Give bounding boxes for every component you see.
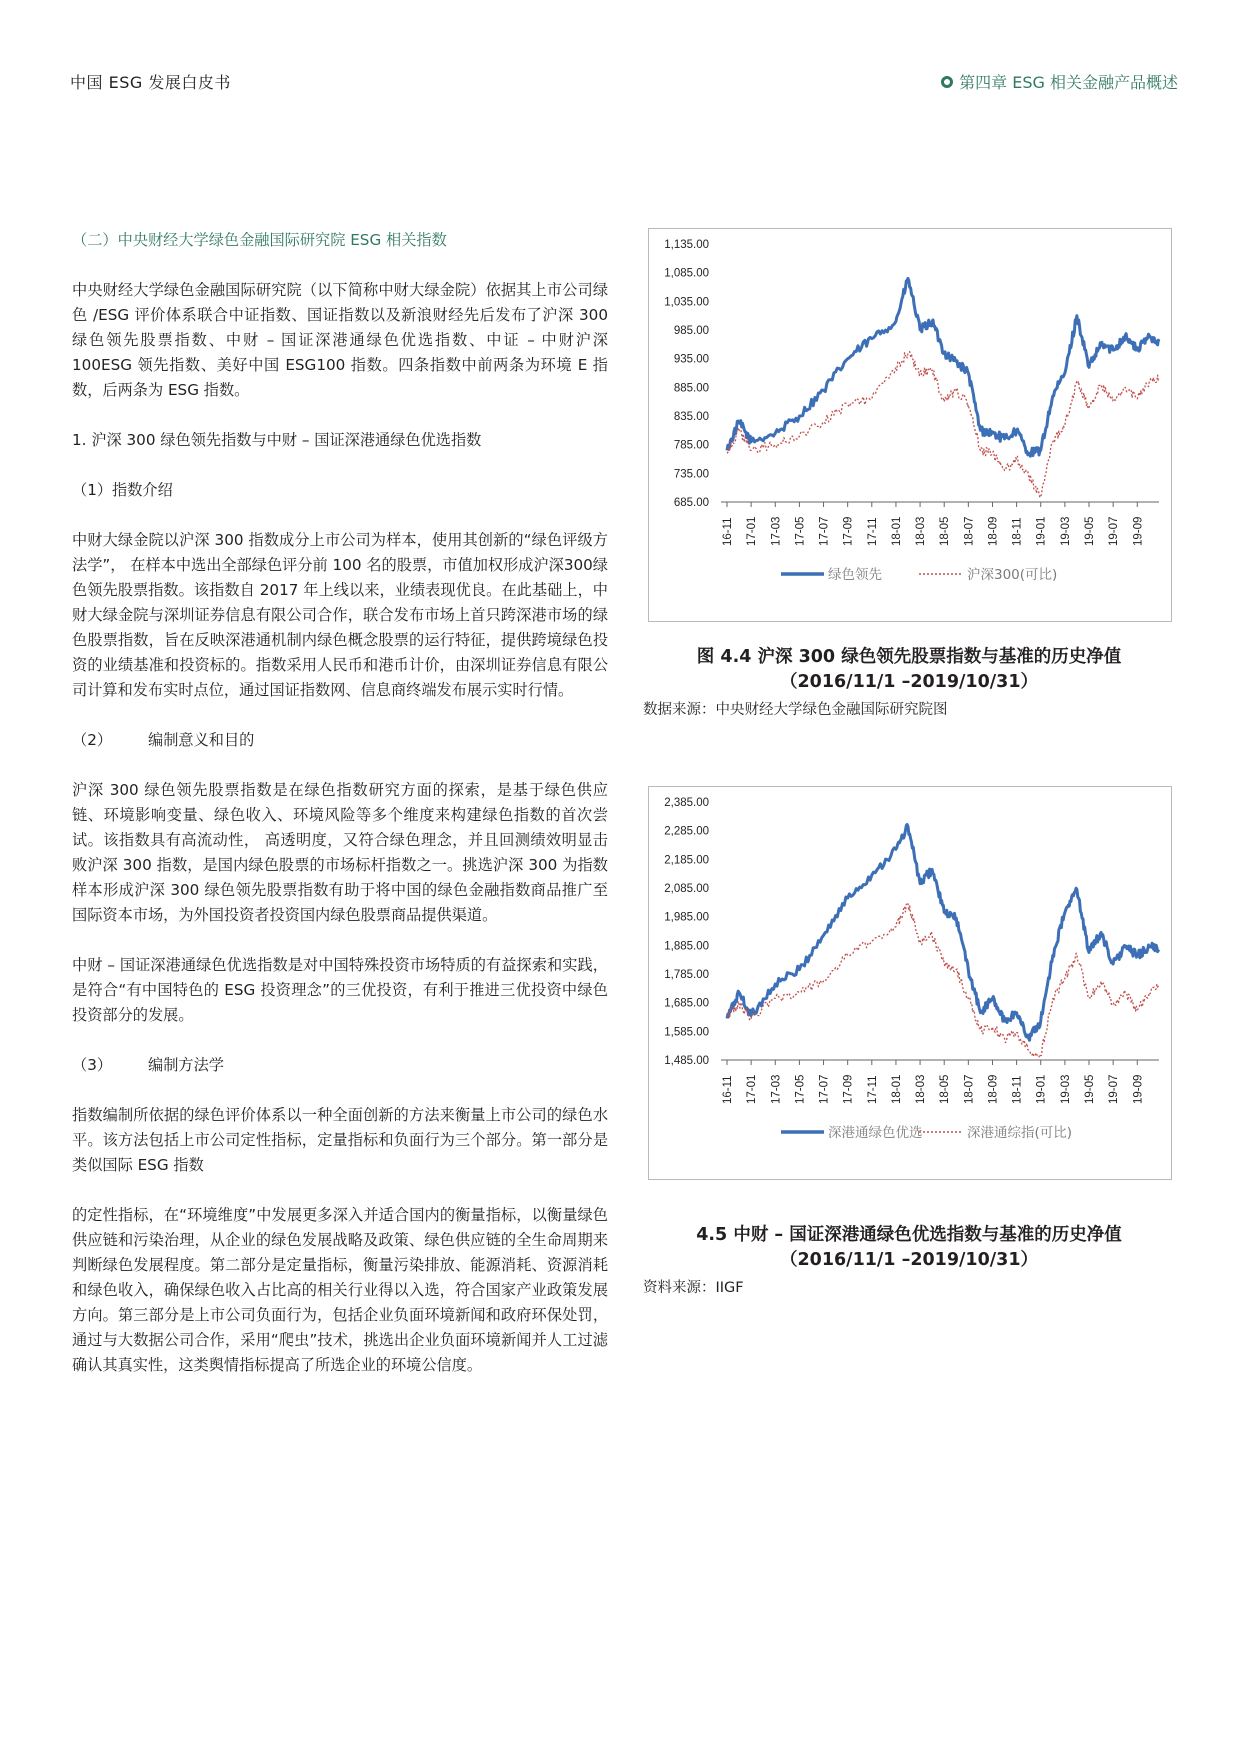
y-tick-label: 935.00: [673, 353, 709, 366]
sub2-paragraph-1: 沪深 300 绿色领先股票指数是在绿色指数研究方面的探索，是基于绿色供应链、环境影响变量、绿色收入、环境风险等多个维度来构建绿色指数的首次尝试。该指数具有高流动性， 高透明度，又符合绿色理念，并且回测绩效明显击败沪深 300 指数，是国内绿色股票的市场标杆指数之一。挑选沪深 300 为指数样本形成沪深 300 绿色领先股票指数有助于将中国的绿色金融指数商品推广至国际资本市场，为外国投资者投资国内绿色股票商品提供渠道。: [72, 781, 608, 924]
figure-4-5-source: 资料来源：IIGF: [643, 1280, 744, 1296]
x-tick-label: 18-01: [890, 1074, 903, 1104]
sub3-number: （3）: [72, 1056, 113, 1074]
x-tick-label: 18-01: [890, 516, 903, 546]
x-tick-label: 17-01: [746, 1074, 759, 1104]
sub2-heading: [72, 728, 608, 753]
x-tick-label: 19-05: [1084, 1074, 1097, 1104]
x-tick-label: 18-05: [939, 516, 952, 546]
x-tick-label: 17-09: [842, 516, 855, 546]
x-tick-label: 19-07: [1108, 516, 1121, 546]
x-tick-label: 18-07: [963, 1074, 976, 1104]
y-tick-label: 1,485.00: [664, 1055, 709, 1067]
y-tick-label: 1,585.00: [664, 1026, 709, 1039]
x-tick-label: 17-03: [770, 516, 783, 546]
sub2-paragraph-2: 中财 – 国证深港通绿色优选指数是对中国特殊投资市场特质的有益探索和实践，是符合“有中国特色的 ESG 投资理念”的三优投资，有利于推进三优投资中绿色投资部分的发展。: [72, 956, 608, 1024]
x-tick-label: 17-09: [842, 1074, 855, 1104]
x-tick-label: 18-03: [915, 516, 928, 546]
x-tick-label: 18-11: [1011, 1075, 1024, 1104]
y-tick-label: 885.00: [673, 382, 709, 395]
section-heading: （二）中央财经大学绿色金融国际研究院 ESG 相关指数: [72, 231, 447, 249]
x-tick-label: 18-09: [987, 516, 1000, 546]
sub1-label: 指数介绍: [112, 481, 173, 499]
chart-4-5: [648, 786, 1172, 1180]
figure-4-4-caption-line1: 图 4.4 沪深 300 绿色领先股票指数与基准的历史净值: [696, 647, 1122, 667]
x-tick-label: 17-05: [794, 516, 807, 546]
legend-label-benchmark: 沪深300(可比): [967, 567, 1058, 583]
intro-paragraph: 中央财经大学绿色金融国际研究院（以下简称中财大绿金院）依据其上市公司绿色 /ESG 评价体系联合中证指数、国证指数以及新浪财经先后发布了沪深 300 绿色领先股票指数、中财 – 国证深港通绿色优选指数、中证 – 中财沪深 100ESG 领先指数、美好中国 ESG100 指数。四条指数中前两条为环境 E 指数，后两条为 ESG 指数。: [72, 281, 608, 399]
figure-4-4-caption-line2: （2016/11/1 –2019/10/31）: [779, 672, 1039, 692]
y-tick-label: 835.00: [673, 411, 709, 423]
y-tick-label: 985.00: [673, 325, 709, 337]
figure-4-5-caption: [648, 1223, 1170, 1273]
series-line-main: [727, 278, 1159, 456]
x-tick-label: 17-07: [818, 1074, 831, 1104]
sub3-paragraph-1: 指数编制所依据的绿色评价体系以一种全面创新的方法来衡量上市公司的绿色水平。该方法包括上市公司定性指标，定量指标和负面行为三个部分。第一部分是类似国际 ESG 指数: [72, 1106, 608, 1174]
x-tick-label: 17-05: [794, 1074, 807, 1104]
legend-label-benchmark: 深港通综指(可比): [967, 1125, 1073, 1141]
x-tick-label: 18-09: [987, 1074, 1000, 1104]
x-tick-label: 17-03: [770, 1074, 783, 1104]
y-tick-label: 1,685.00: [664, 997, 709, 1010]
y-tick-label: 2,385.00: [664, 797, 709, 809]
circle-icon: [941, 76, 953, 88]
sub1-number: （1）: [72, 481, 113, 499]
x-tick-label: 17-01: [746, 516, 759, 546]
y-tick-label: 2,285.00: [664, 825, 709, 838]
x-tick-label: 18-07: [963, 516, 976, 546]
x-tick-label: 19-03: [1059, 516, 1072, 546]
figure-4-5-caption-line2: （2016/11/1 –2019/10/31）: [779, 1250, 1039, 1270]
y-tick-label: 685.00: [673, 497, 709, 509]
sub1-heading: [72, 478, 608, 503]
sub2-number: （2）: [72, 731, 113, 749]
series-line-main: [727, 825, 1159, 1041]
x-tick-label: 18-05: [939, 1074, 952, 1104]
y-tick-label: 785.00: [673, 439, 709, 452]
x-tick-label: 19-01: [1035, 1074, 1048, 1104]
item1-heading: 1. 沪深 300 绿色领先指数与中财 – 国证深港通绿色优选指数: [72, 431, 482, 449]
body-text-column: [72, 228, 608, 1378]
x-tick-label: 19-07: [1108, 1074, 1121, 1104]
chart-4-4: [648, 228, 1172, 622]
x-tick-label: 18-11: [1011, 517, 1024, 546]
x-tick-label: 16-11: [722, 517, 734, 546]
sub2-label: 编制意义和目的: [148, 731, 255, 749]
series-line-benchmark: [727, 352, 1159, 498]
sub3-paragraph-2: 的定性指标，在“环境维度”中发展更多深入并适合国内的衡量指标，以衡量绿色供应链和污染治理，从企业的绿色发展战略及政策、绿色供应链的全生命周期来判断绿色发展程度。第二部分是定量指标，衡量污染排放、能源消耗、资源消耗和绿色收入，确保绿色收入占比高的相关行业得以入选，符合国家产业政策发展方向。第三部分是上市公司负面行为，包括企业负面环境新闻和政府环保处罚，通过与大数据公司合作，采用“爬虫”技术，挑选出企业负面环境新闻并人工过滤确认其真实性，这类舆情指标提高了所选企业的环境公信度。: [72, 1206, 608, 1374]
y-tick-label: 1,785.00: [664, 969, 709, 981]
x-tick-label: 17-11: [866, 1075, 879, 1104]
x-tick-label: 19-01: [1035, 516, 1048, 546]
x-tick-label: 16-11: [722, 1075, 734, 1104]
document-title: 中国 ESG 发展白皮书: [70, 73, 231, 92]
x-tick-label: 19-03: [1059, 1074, 1072, 1104]
chart-4-5-svg: [649, 787, 1171, 1179]
y-tick-label: 1,985.00: [664, 911, 709, 924]
chapter-title-text: 第四章 ESG 相关金融产品概述: [959, 73, 1178, 92]
x-tick-label: 19-05: [1084, 516, 1097, 546]
x-tick-label: 17-11: [866, 517, 879, 546]
sub3-label: 编制方法学: [148, 1056, 224, 1074]
figure-4-5-caption-line1: 4.5 中财 – 国证深港通绿色优选指数与基准的历史净值: [696, 1225, 1122, 1245]
chapter-title: [941, 70, 1178, 93]
legend-label-main: 深港通绿色优选: [828, 1125, 923, 1141]
y-tick-label: 2,185.00: [664, 854, 709, 867]
y-tick-label: 735.00: [673, 468, 709, 481]
y-tick-label: 1,035.00: [664, 296, 709, 309]
x-tick-label: 19-09: [1132, 516, 1145, 546]
figure-4-4-caption: [648, 645, 1170, 695]
x-tick-label: 19-09: [1132, 1074, 1145, 1104]
series-line-benchmark: [727, 904, 1159, 1057]
x-tick-label: 18-03: [915, 1074, 928, 1104]
figure-4-4-source: 数据来源：中央财经大学绿色金融国际研究院图: [643, 702, 948, 718]
x-tick-label: 17-07: [818, 516, 831, 546]
sub1-paragraph: 中财大绿金院以沪深 300 指数成分上市公司为样本，使用其创新的“绿色评级方法学”， 在样本中选出全部绿色评分前 100 名的股票，市值加权形成沪深300绿色领先股票指数。该指数自 2017 年上线以来，业绩表现优良。在此基础上，中财大绿金院与深圳证券信息有限公司合作，联合发布市场上首只跨深港市场的绿色股票指数，旨在反映深港通机制内绿色概念股票的运行特征，提供跨境绿色投资的业绩基准和投资标的。指数采用人民币和港币计价，由深圳证券信息有限公司计算和发布实时点位，通过国证指数网、信息商终端发布展示实时行情。: [72, 531, 608, 699]
legend-label-main: 绿色领先: [828, 567, 882, 583]
y-tick-label: 1,135.00: [664, 239, 709, 251]
chart-4-4-svg: [649, 229, 1171, 621]
y-tick-label: 1,885.00: [664, 940, 709, 953]
y-tick-label: 2,085.00: [664, 883, 709, 895]
y-tick-label: 1,085.00: [664, 267, 709, 280]
sub3-heading: [72, 1053, 608, 1078]
